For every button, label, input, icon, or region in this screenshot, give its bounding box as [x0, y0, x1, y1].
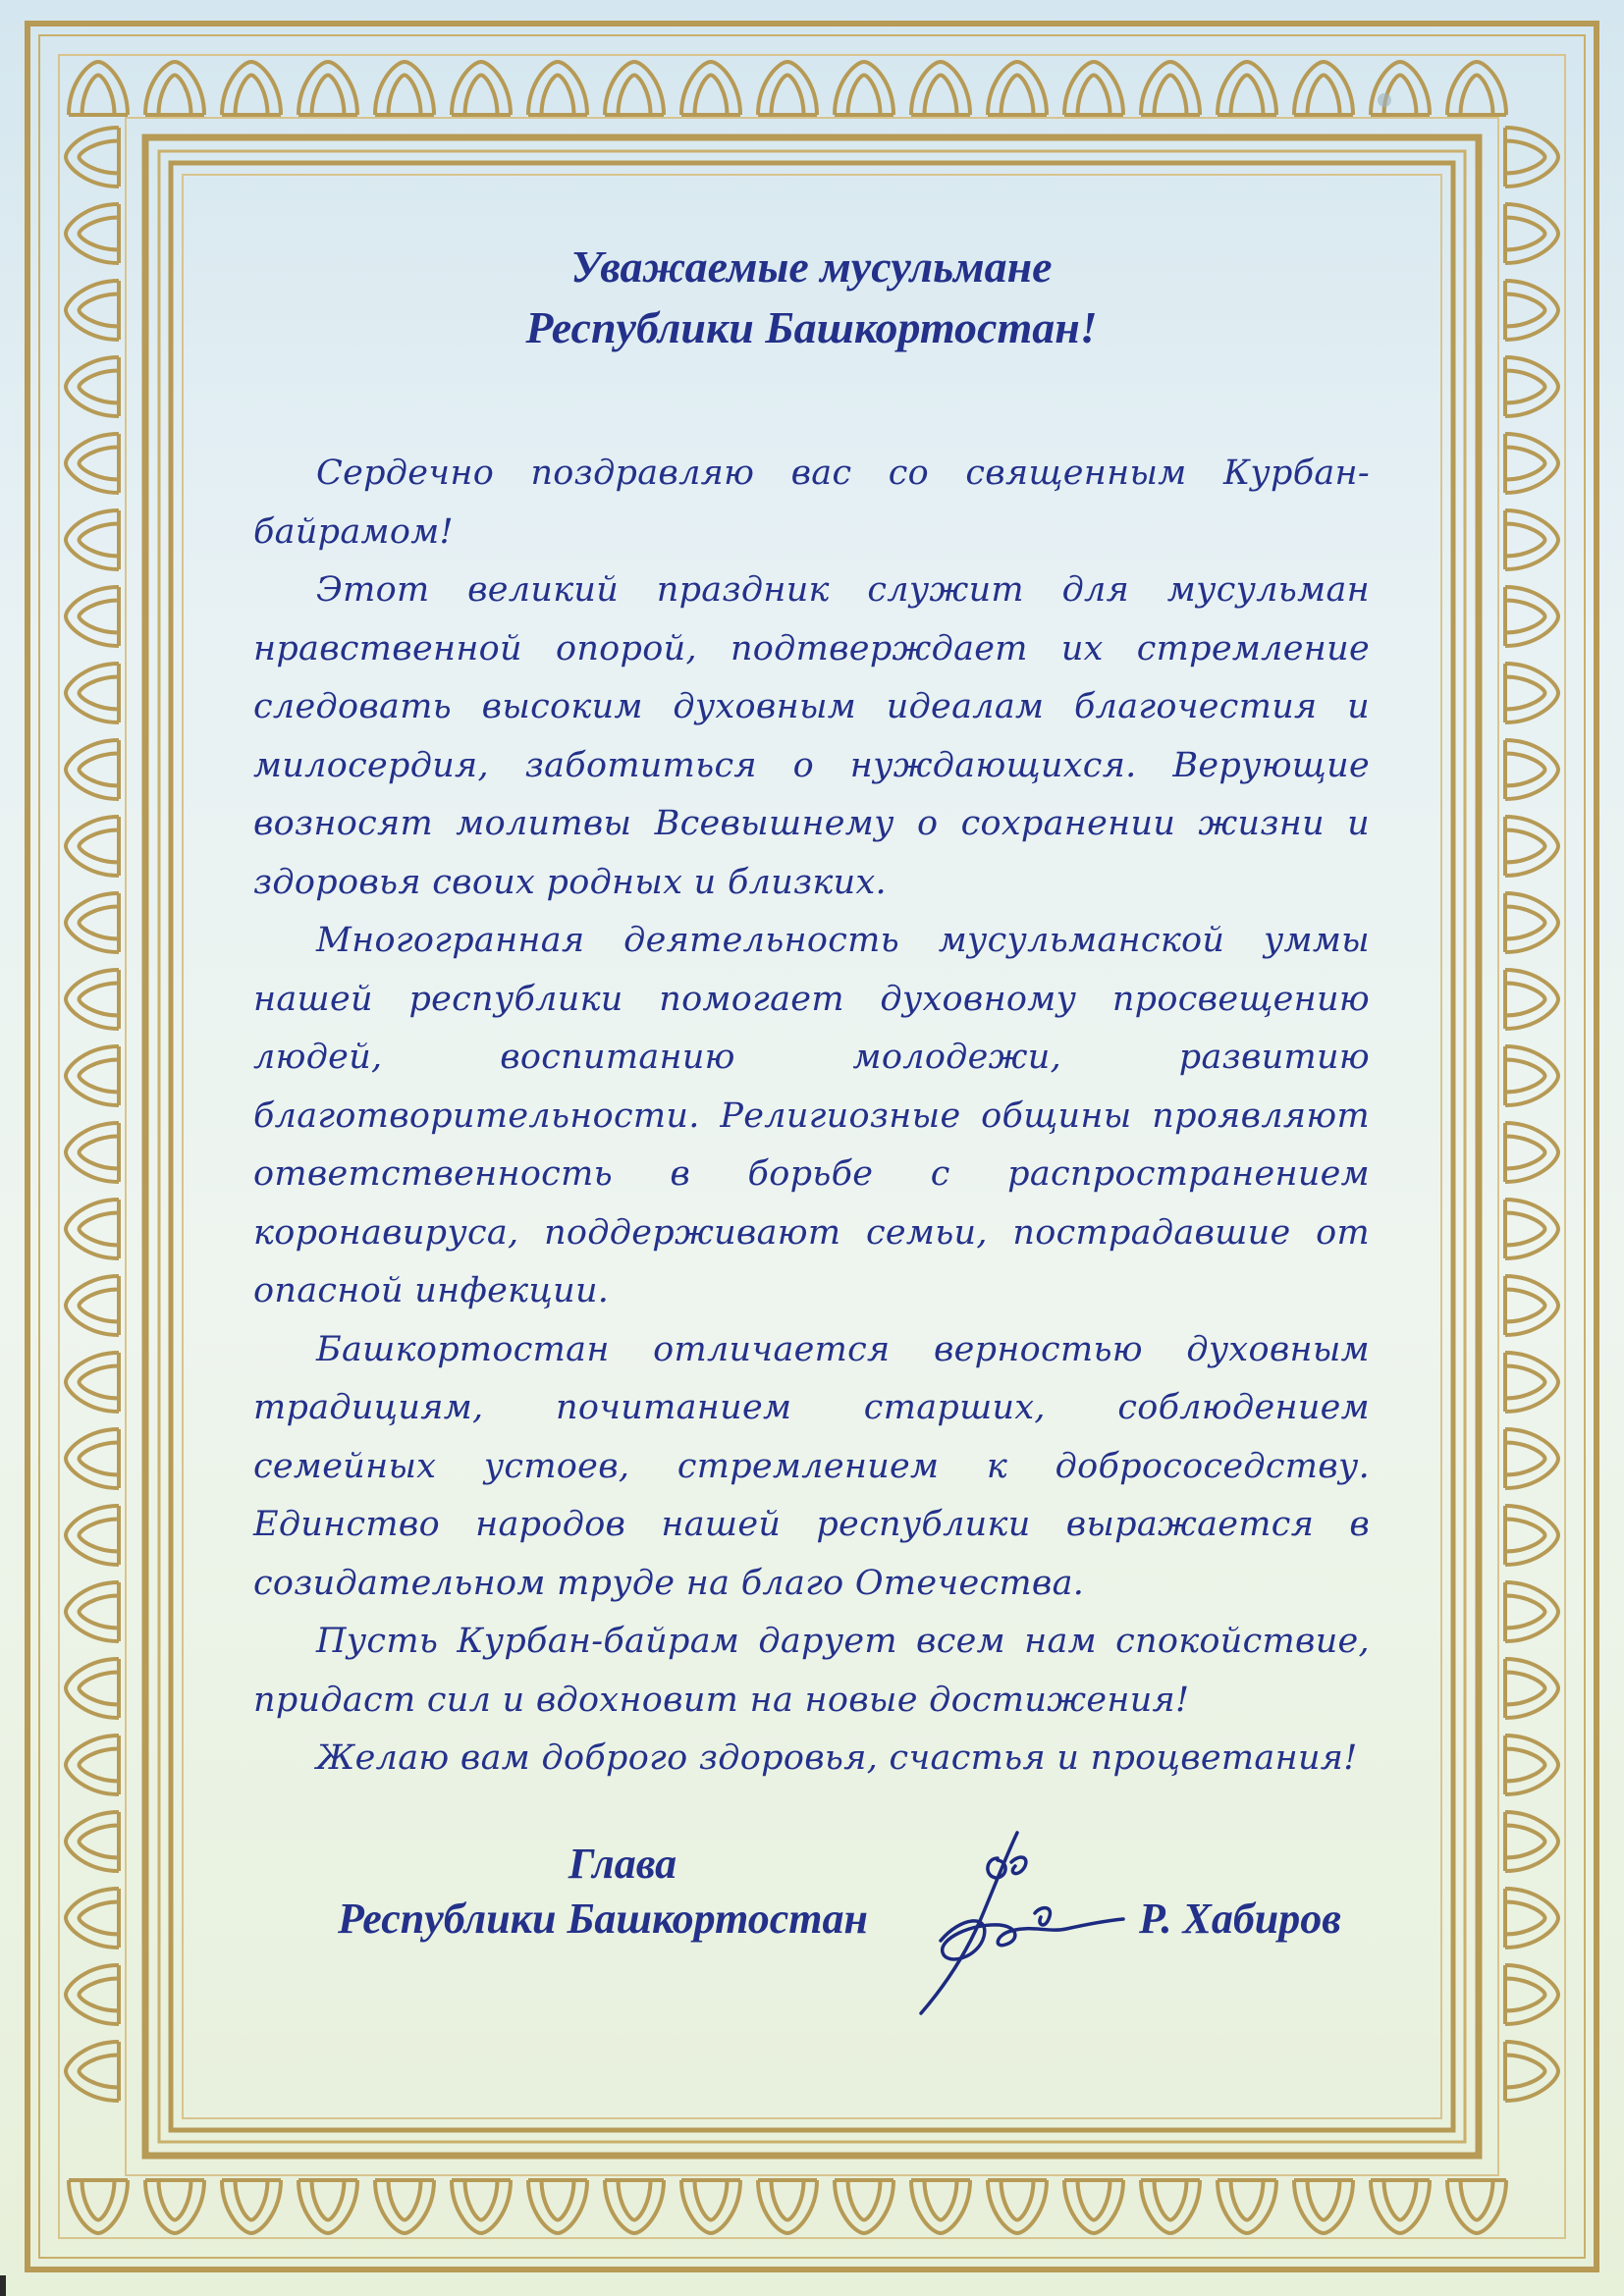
- ornament-motif: [988, 2180, 1047, 2233]
- ornament-motif: [66, 1889, 119, 1948]
- handwritten-signature: [901, 1823, 1127, 2019]
- ornament-motif: [66, 434, 119, 493]
- paragraph-greeting: Сердечно поздравляю вас со священным Курбан-байрамом!: [253, 454, 1370, 552]
- ornament-motif: [1294, 62, 1353, 115]
- salutation-line-1: Уважаемые мусульмане: [570, 241, 1053, 292]
- ornament-motif: [452, 62, 511, 115]
- ornament-motif: [1505, 357, 1558, 416]
- ornament-motif: [66, 817, 119, 876]
- signature-block: [253, 1837, 1370, 2033]
- ornament-motif: [298, 62, 357, 115]
- ornament-motif: [1505, 1276, 1558, 1335]
- ornament-motif: [1218, 62, 1276, 115]
- ornament-motif: [1218, 2180, 1276, 2233]
- ornament-motif: [66, 510, 119, 569]
- ornament-motif: [66, 128, 119, 187]
- ornament-motif: [1505, 281, 1558, 340]
- ornament-motif: [1505, 1046, 1558, 1105]
- ornament-motif: [911, 62, 970, 115]
- ornament-motif: [1505, 664, 1558, 722]
- ornament-motif: [1505, 817, 1558, 876]
- ornament-motif: [1371, 2180, 1430, 2233]
- ornament-motif: [222, 62, 281, 115]
- paragraph-traditions: Башкортостан отличается верностью духовным традициям, почитанием старших, соблюдением семейных устоев, стремлением к добрососедству. Единство народов нашей республики выражается в созидательном труде на благо Отечества.: [253, 1329, 1370, 1603]
- ornament-motif: [375, 2180, 434, 2233]
- ornament-motif: [452, 2180, 511, 2233]
- ornament-motif: [66, 281, 119, 340]
- ornament-motif: [145, 2180, 204, 2233]
- ornament-motif: [1371, 62, 1430, 115]
- ornament-motif: [1505, 1812, 1558, 1871]
- ornament-motif: [605, 2180, 664, 2233]
- ornament-motif: [1505, 587, 1558, 646]
- ornament-motif: [1505, 510, 1558, 569]
- ornament-motif: [528, 2180, 587, 2233]
- paragraph-holiday-meaning: Этот великий праздник служит для мусульман нравственной опорой, подтверждает их стремление следовать высоким духовным идеалам благочестия и милосердия, заботиться о нуждающихся. Верующие возносят молитвы Всевышнему о сохранении жизни и здоровья своих родных и близких.: [253, 570, 1370, 902]
- ornament-motif: [66, 664, 119, 722]
- ornament-motif: [1505, 128, 1558, 187]
- ornament-motif: [1505, 434, 1558, 493]
- ornament-motif: [66, 1353, 119, 1412]
- ornament-motif: [66, 357, 119, 416]
- ornament-motif: [66, 1123, 119, 1182]
- ornament-motif: [66, 2042, 119, 2101]
- ornament-motif: [1505, 1123, 1558, 1182]
- ornament-motif: [1505, 204, 1558, 263]
- ornament-motif: [69, 62, 128, 115]
- ornament-motif: [911, 2180, 970, 2233]
- ornament-motif: [1141, 62, 1200, 115]
- ornament-motif: [681, 62, 740, 115]
- ornament-motif: [375, 62, 434, 115]
- ornament-motif: [69, 2180, 128, 2233]
- ornament-motif: [988, 62, 1047, 115]
- ornament-motif: [1505, 893, 1558, 952]
- ornament-motif: [1505, 1582, 1558, 1641]
- ornament-motif: [145, 62, 204, 115]
- ornament-motif: [66, 1506, 119, 1565]
- signatory-title-line-1: Глава: [568, 1840, 677, 1888]
- ornament-motif: [1505, 2042, 1558, 2101]
- ornament-motif: [1141, 2180, 1200, 2233]
- ornament-motif: [66, 1965, 119, 2024]
- salutation-line-2: Республики Башкортостан!: [525, 302, 1098, 352]
- ornament-motif: [1505, 1889, 1558, 1948]
- ornament-motif: [605, 62, 664, 115]
- ornament-motif: [66, 1735, 119, 1794]
- ornament-motif: [1505, 1429, 1558, 1488]
- ornament-motif: [66, 1200, 119, 1258]
- ornament-motif: [528, 62, 587, 115]
- ornament-motif: [66, 970, 119, 1029]
- ornament-motif: [66, 1276, 119, 1335]
- ornament-motif: [1505, 1506, 1558, 1565]
- ornament-motif: [66, 204, 119, 263]
- ornament-motif: [758, 2180, 817, 2233]
- ornament-motif: [66, 587, 119, 646]
- ornament-motif: [66, 740, 119, 799]
- ornament-motif: [1505, 1353, 1558, 1412]
- ornament-motif: [66, 1582, 119, 1641]
- letter-content: [253, 191, 1370, 2037]
- ornament-motif: [66, 1659, 119, 1718]
- ornament-motif: [1505, 1735, 1558, 1794]
- ornament-motif: [1505, 740, 1558, 799]
- paragraph-ummah-activity: Многогранная деятельность мусульманской уммы нашей республики помогает духовному просвещению людей, воспитанию молодежи, развитию благотворительности. Религиозные общины проявляют ответственность в борьбе с распространением коронавируса, поддерживают семьи, пострадавшие от опасной инфекции.: [253, 921, 1370, 1310]
- ornament-motif: [66, 1429, 119, 1488]
- ornament-motif: [1064, 2180, 1123, 2233]
- ornament-motif: [1294, 2180, 1353, 2233]
- ornament-motif: [1064, 62, 1123, 115]
- ornament-motif: [66, 1812, 119, 1871]
- ornament-motif: [66, 1046, 119, 1105]
- ornament-motif: [1447, 62, 1506, 115]
- ornament-motif: [66, 893, 119, 952]
- paragraph-closing: Желаю вам доброго здоровья, счастья и процветания!: [316, 1738, 1358, 1778]
- ornament-motif: [835, 2180, 893, 2233]
- signatory-title-line-2: Республики Башкортостан: [338, 1895, 868, 1943]
- scan-edge-mark: [0, 2275, 6, 2296]
- scan-dot: [1378, 93, 1391, 107]
- ornament-motif: [681, 2180, 740, 2233]
- ornament-motif: [1505, 1659, 1558, 1718]
- salutation: [253, 237, 1370, 358]
- ornament-motif: [1505, 1200, 1558, 1258]
- signatory-name: Р. Хабиров: [1139, 1895, 1341, 1943]
- ornament-motif: [1505, 1965, 1558, 2024]
- ornament-motif: [222, 2180, 281, 2233]
- ornament-motif: [758, 62, 817, 115]
- paragraph-wishes: Пусть Курбан-байрам дарует всем нам спокойствие, придаст сил и вдохновит на новые достижения!: [253, 1622, 1370, 1720]
- letter-body: [253, 445, 1370, 1789]
- ornament-motif: [835, 62, 893, 115]
- ornament-motif: [298, 2180, 357, 2233]
- ornament-motif: [1505, 970, 1558, 1029]
- ornament-motif: [1447, 2180, 1506, 2233]
